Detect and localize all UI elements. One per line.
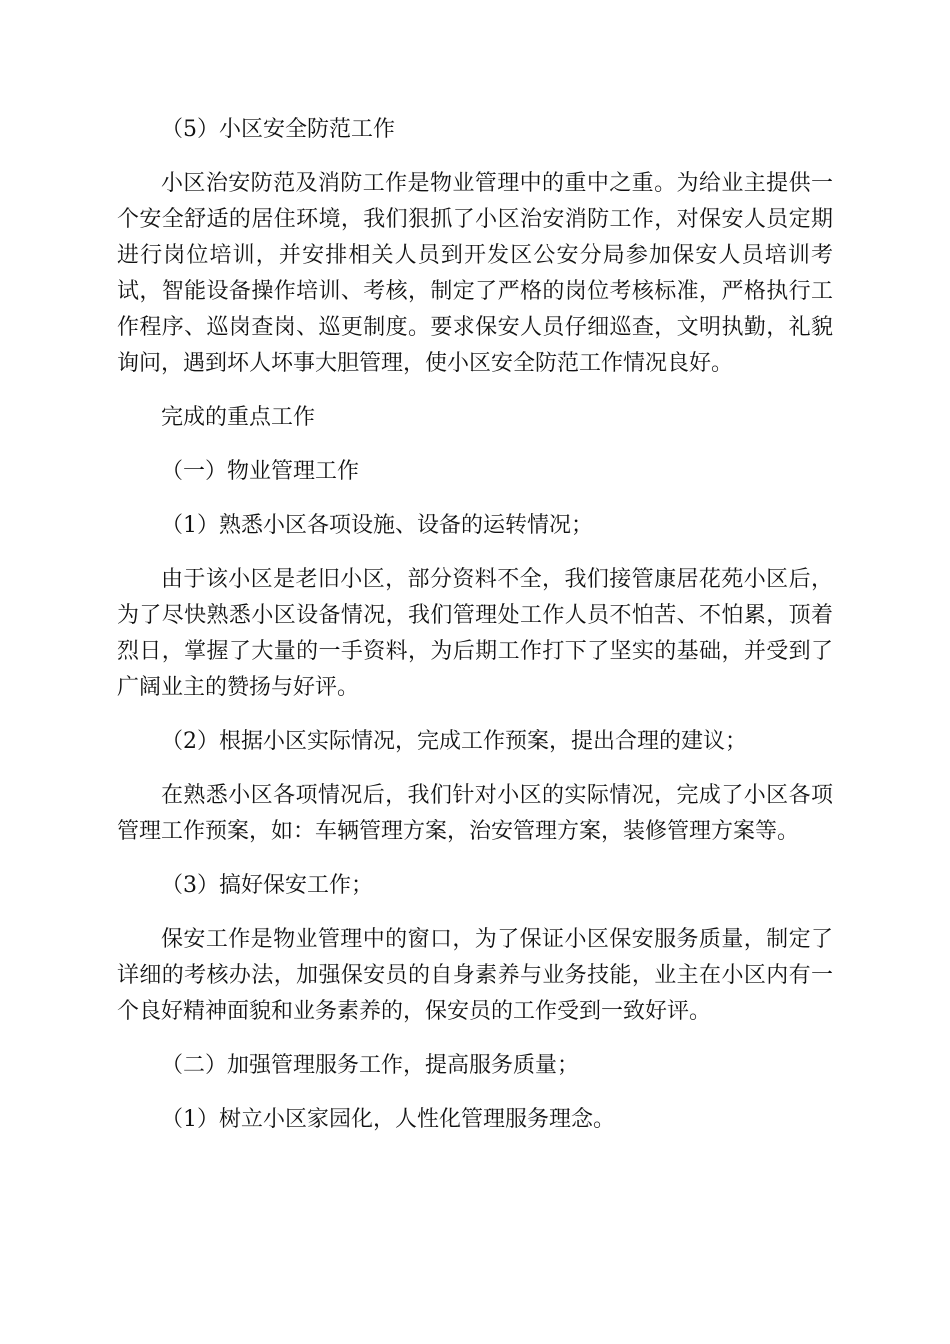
item-heading-plans: （2）根据小区实际情况，完成工作预案，提出合理的建议； (161, 729, 747, 754)
item-heading-guards: （3）搞好保安工作； (161, 873, 373, 898)
document-page (117, 112, 833, 1138)
paragraph-guards: 保安工作是物业管理中的窗口，为了保证小区保安服务质量，制定了详细的考核办法，加强保安员的自身素养与业务技能，业主在小区内有一个良好精神面貌和业务素养的，保安员的工作受到一致好评。 (117, 927, 833, 1024)
section-heading-key-work: 完成的重点工作 (161, 405, 316, 430)
item-heading-philosophy: （1）树立小区家园化，人性化管理服务理念。 (161, 1107, 615, 1132)
paragraph-security: 小区治安防范及消防工作是物业管理中的重中之重。为给业主提供一个安全舒适的居住环境，我们狠抓了小区治安消防工作，对保安人员定期进行岗位培训，并安排相关人员到开发区公安分局参加保安人员培训考试，智能设备操作培训、考核，制定了严格的岗位考核标准，严格执行工作程序、巡岗查岗、巡更制度。要求保安人员仔细巡查，文明执勤，礼貌询问，遇到坏人坏事大胆管理，使小区安全防范工作情况良好。 (117, 171, 833, 376)
section-heading-security: （5）小区安全防范工作 (161, 117, 395, 142)
paragraph-plans: 在熟悉小区各项情况后，我们针对小区的实际情况，完成了小区各项管理工作预案，如：车辆管理方案，治安管理方案，装修管理方案等。 (117, 783, 833, 844)
paragraph-facilities: 由于该小区是老旧小区，部分资料不全，我们接管康居花苑小区后，为了尽快熟悉小区设备情况，我们管理处工作人员不怕苦、不怕累，顶着烈日，掌握了大量的一手资料，为后期工作打下了坚实的基础，并受到了广阔业主的赞扬与好评。 (117, 567, 833, 700)
subsection-heading-service: （二）加强管理服务工作，提高服务质量； (161, 1053, 580, 1078)
subsection-heading-property: （一）物业管理工作 (161, 459, 360, 484)
item-heading-facilities: （1）熟悉小区各项设施、设备的运转情况； (161, 513, 593, 538)
